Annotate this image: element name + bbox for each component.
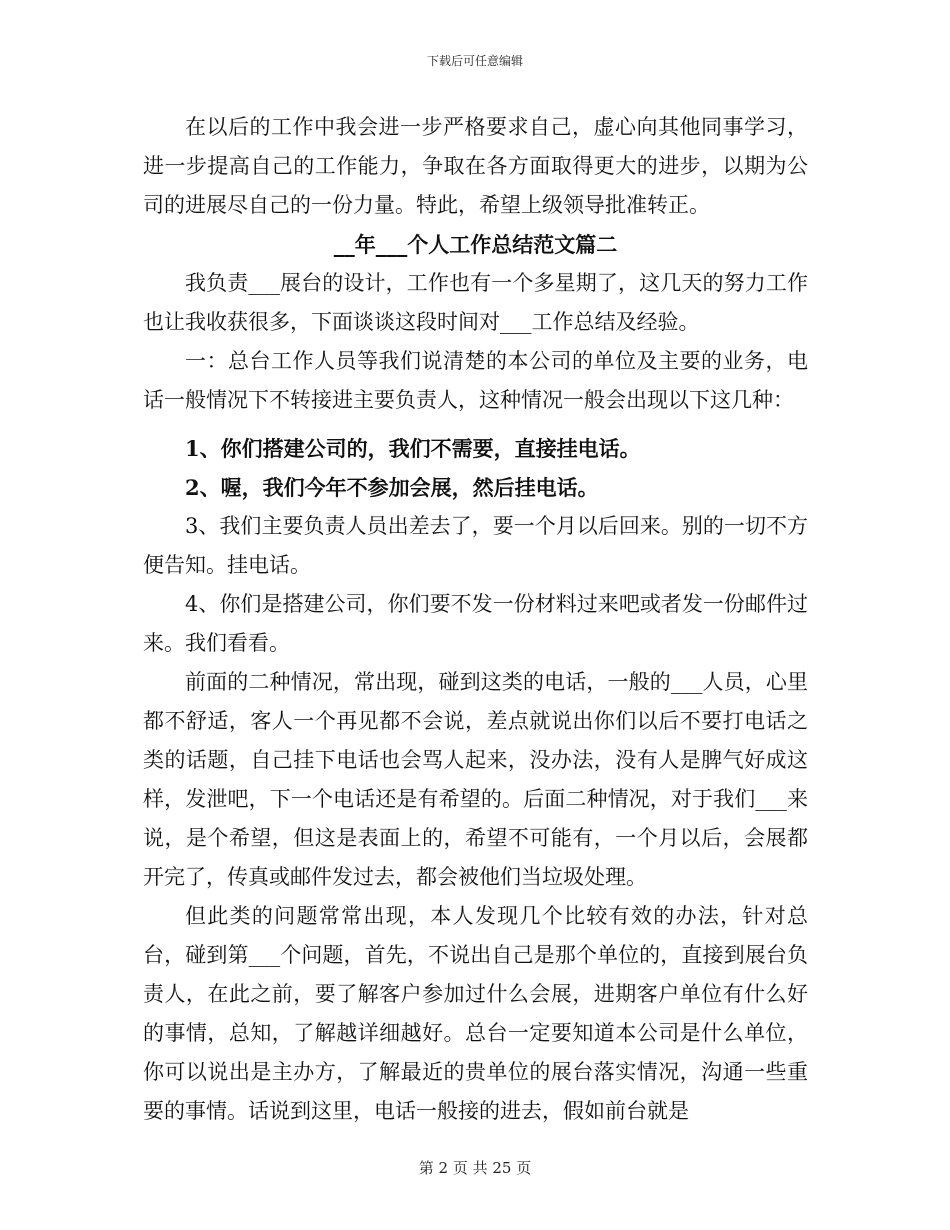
paragraph: 一：总台工作人员等我们说清楚的本公司的单位及主要的业务，电话一般情况下不转接进主要负责人，这种情况一般会出现以下这几种：: [143, 349, 808, 412]
header-note: 下载后可任意编辑: [426, 54, 523, 68]
paragraph: 在以后的工作中我会进一步严格要求自己，虚心向其他同事学习，进一步提高自己的工作能力，争取在各方面取得更大的进步，以期为公司的进展尽自己的一份力量。特此，希望上级领导批准转正。: [143, 115, 808, 217]
page-number: 第 2 页 共 25 页: [418, 1159, 532, 1177]
paragraph: 前面的二种情况，常出现，碰到这类的电话，一般的___人员，心里都不舒适，客人一个再见都不会说，差点就说出你们以后不要打电话之类的话题，自己挂下电话也会骂人起来，没办法，没有人是脾气好成这样，发泄吧，下一个电话还是有希望的。后面二种情况，对于我们___来说，是个希望，但这是表面上的，希望不可能有，一个月以后，会展都开完了，传真或邮件发过去，都会被他们当垃圾处理。: [143, 670, 808, 889]
list-item-bold: 1、你们搭建公司的，我们不需要，直接挂电话。: [185, 436, 641, 461]
document-body: [143, 108, 808, 1131]
list-item: 3、我们主要负责人员出差去了，要一个月以后回来。别的一切不方便告知。挂电话。: [143, 514, 808, 577]
paragraph: 但此类的问题常常出现，本人发现几个比较有效的办法，针对总台，碰到第___个问题，首先，不说出自己是那个单位的，直接到展台负责人，在此之前，要了解客户参加过什么会展，进期客户单位有什么好的事情，总知，了解越详细越好。总台一定要知道本公司是什么单位，你可以说出是主办方，了解最近的贵单位的展台落实情况，沟通一些重要的事情。话说到这里，电话一般接的进去，假如前台就是: [143, 904, 808, 1123]
paragraph: 我负责___展台的设计，工作也有一个多星期了，这几天的努力工作也让我收获很多，下面谈谈这段时间对___工作总结及经验。: [143, 271, 808, 334]
section-title: __年___个人工作总结范文篇二: [333, 232, 618, 257]
list-item-bold: 2、喔，我们今年不参加会展，然后挂电话。: [185, 475, 599, 500]
list-item: 4、你们是搭建公司，你们要不发一份材料过来吧或者发一份邮件过来。我们看看。: [143, 592, 808, 655]
